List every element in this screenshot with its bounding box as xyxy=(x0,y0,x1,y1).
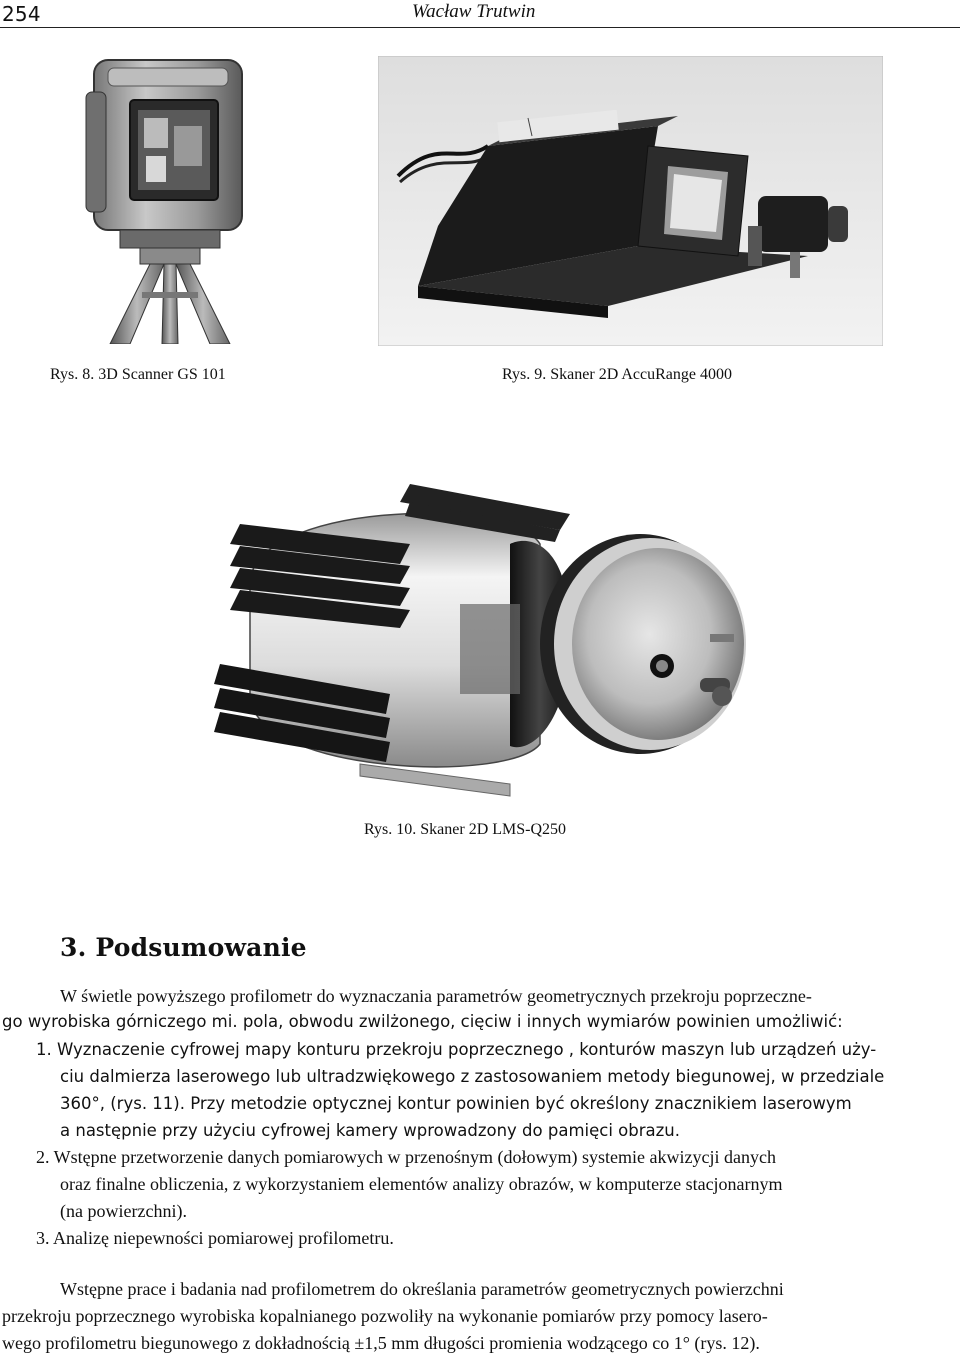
intro-line-1: W świetle powyższego profilometr do wyznaczania parametrów geometrycznych przekroju poprzeczne- xyxy=(60,986,812,1006)
figure-9-caption: Rys. 9. Skaner 2D AccuRange 4000 xyxy=(502,366,732,383)
closing-line-3: wego profilometru biegunowego z dokładnością ±1,5 mm długości promienia wodzącego co 1° (rys. 12). xyxy=(2,1333,760,1353)
header-rule xyxy=(0,27,960,28)
closing-line-1: Wstępne prace i badania nad profilometrem do określania parametrów geometrycznych powierzchni xyxy=(60,1279,784,1299)
figure-9-photo xyxy=(378,56,883,346)
intro-line-2: go wyrobiska górniczego mi. pola, obwodu zwilżonego, cięciw i innych wymiarów powinien umożliwić: xyxy=(2,1012,843,1031)
figure-10-photo xyxy=(210,484,750,804)
tripod-scanner-photo-icon xyxy=(80,52,260,344)
list-line-8: 3. Analizę niepewności pomiarowej profilometru. xyxy=(36,1228,394,1248)
list-line-1: 1. Wyznaczenie cyfrowej mapy konturu przekroju poprzecznego , konturów maszyn lub urządzeń uży- xyxy=(36,1040,877,1059)
section-heading: 3. Podsumowanie xyxy=(60,933,307,962)
list-line-7: (na powierzchni). xyxy=(60,1201,187,1221)
closing-line-2: przekroju poprzecznego wyrobiska kopalnianego pozwoliły na wykonanie pomiarów przy pomocy lasero- xyxy=(2,1306,768,1326)
figure-8-photo xyxy=(80,52,260,344)
list-line-2: ciu dalmierza laserowego lub ultradzwiękowego z zastosowaniem metody biegunowej, w przedziale xyxy=(60,1067,885,1086)
list-line-4: a następnie przy użyciu cyfrowej kamery wprowadzony do pamięci obrazu. xyxy=(60,1121,680,1140)
list-line-5: 2. Wstępne przetworzenie danych pomiarowych w przenośnym (dołowym) systemie akwizycji danych xyxy=(36,1147,776,1167)
rangefinder-photo-icon xyxy=(378,56,883,346)
cylinder-scanner-photo-icon xyxy=(210,484,750,804)
figure-10-caption: Rys. 10. Skaner 2D LMS-Q250 xyxy=(364,821,567,838)
page-number: 254 xyxy=(2,2,41,26)
running-head-author: Wacław Trutwin xyxy=(412,1,536,22)
list-line-3: 360°, (rys. 11). Przy metodzie optycznej kontur powinien być określony znacznikiem laserowym xyxy=(60,1094,852,1113)
list-line-6: oraz finalne obliczenia, z wykorzystaniem elementów analizy obrazów, w komputerze stacjonarnym xyxy=(60,1174,783,1194)
figure-8-caption: Rys. 8. 3D Scanner GS 101 xyxy=(50,366,226,383)
